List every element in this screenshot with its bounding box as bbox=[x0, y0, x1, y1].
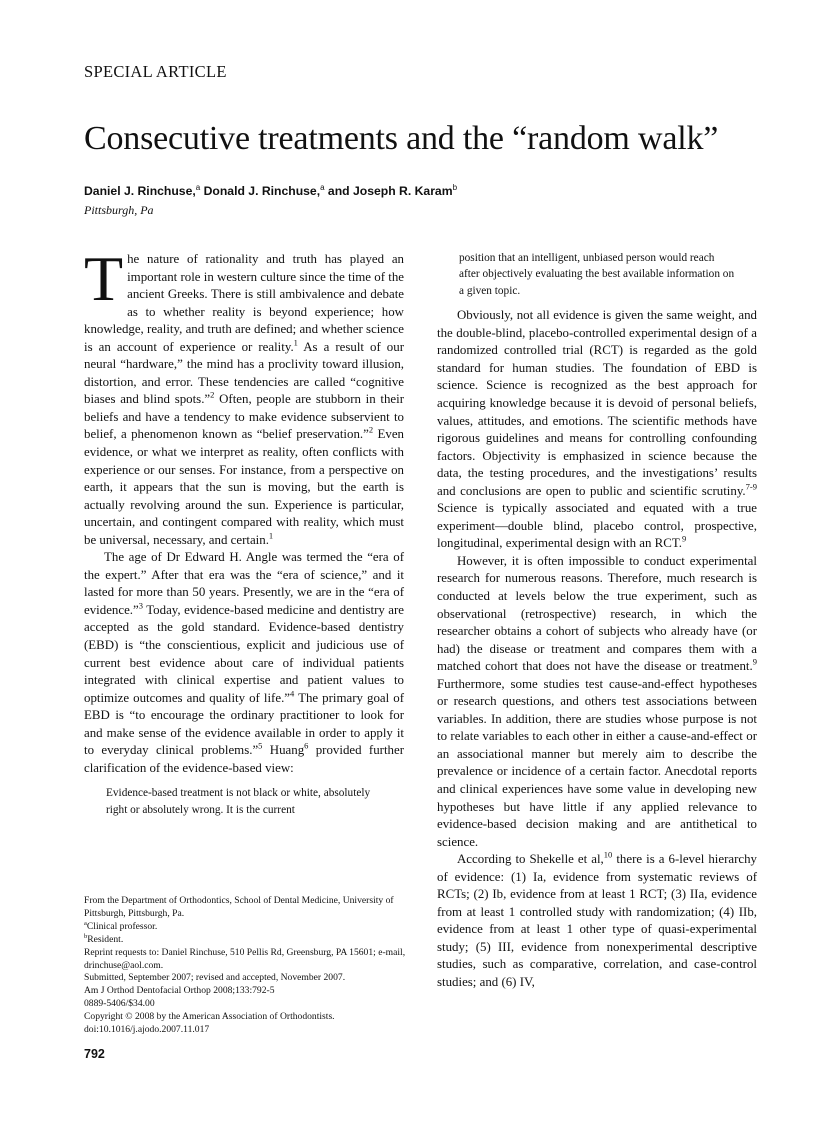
section-label: SPECIAL ARTICLE bbox=[84, 62, 227, 81]
citation-superscript: 1 bbox=[293, 337, 298, 348]
body-column-right bbox=[437, 250, 757, 992]
author-name: and Joseph R. Karam bbox=[324, 184, 453, 199]
footnote-submitted: Submitted, September 2007; revised and accepted, November 2007. bbox=[84, 972, 346, 984]
citation-superscript: 2 bbox=[210, 390, 215, 401]
affiliation-mark: a bbox=[320, 183, 325, 192]
article-title: Consecutive treatments and the “random walk” bbox=[84, 120, 719, 157]
footnote-copyright: Copyright © 2008 by the American Association of Orthodontists. bbox=[84, 1011, 335, 1023]
citation-superscript: 2 bbox=[368, 425, 374, 436]
affiliation-text: Resident. bbox=[87, 933, 124, 945]
body-paragraph: The age of Dr Edward H. Angle was termed the “era of the expert.” After that era was the “era of science,” and it lasted for more than 50 years. Presently, we are in the “era of evidence.”$^3$ Today, evidence-based medicine and dentistry are accepted as the gold standard. Evidence-based dentistry (EBD) is “the conscientious, explicit and judicious use of current best evidence about care of individual patients integrated with clinical expertise and patient values to optimize outcomes and quality of life.”$^4$ The primary goal of EBD is “to encourage the ordinary practitioner to look for and make sense of the evidence available in order to apply it to everyday clinical problems.”$^5$ Huang$^6$ provided further clarification of the evidence-based view: bbox=[84, 550, 404, 775]
citation-superscript: 10 bbox=[603, 849, 613, 860]
block-quote: Evidence-based treatment is not black or white, absolutely right or absolutely wrong. It is the current bbox=[106, 787, 371, 816]
citation-superscript: 7-9 bbox=[745, 481, 757, 492]
body-paragraph: However, it is often impossible to conduct experimental research for numerous reasons. Therefore, much research is conducted at levels below the true experiment, such as observational (retrospective) research, in which the researcher obtains a cohort of subjects who already have (or had) the disease or treatment and compares them with a matched cohort that does not have the disease or treatment.$^9$ Furthermore, some studies test cause-and-effect hypotheses or research questions, and others test associations between variables. In addition, there are studies whose purpose is not to relate variables to each other in either a cause-and-effect or an associational manner but merely aim to describe the prevalence or incidence of a certain factor. Anecdotal reports and clinical experiences have some value in developing new hypotheses but have little if any applied relevance to evidence-based decision making and are antithetical to science. bbox=[437, 553, 757, 849]
body-paragraph: The nature of rationality and truth has played an important role in western culture since the time of the ancient Greeks. There is still ambivalence and debate as to whether reality is beyond experience; how knowledge, reality, and truth are defined; and whether science is an account of experience or reality.$^1$ As a result of our neural “hardware,” the mind has a proclivity toward illusion, distortion, and error. These tendencies are called “cognitive biases and blind spots.”$^2$ Often, people are stubborn in their beliefs and have a tendency to make evidence subservient to belief, a phenomenon known as “belief preservation.”$^2$ Even evidence, or what we interpret as reality, often conflicts with experience or our senses. For instance, from a perspective on earth, it appears that the sun is moving, but the earth is actually revolving around the sun. Experience is particular, uncertain, and contingent compared with reality, which must be universal, necessary, and certain.$^1$ bbox=[84, 243, 405, 547]
citation-superscript: 6 bbox=[304, 741, 309, 752]
citation-superscript: 9 bbox=[752, 656, 757, 667]
body-paragraph: Obviously, not all evidence is given the same weight, and the double-blind, placebo-controlled experimental design of a randomized controlled trial (RCT) is regarded as the gold standard for human studies. The foundation of EBD is science. Science is recognized as the best approach for acquiring knowledge because it is devoid of personal beliefs, values, attitudes, and emotions. The scientific methods have rigorous guidelines and means for controlling confounding factors. Objectivity is emphasized in science because the data, the testing procedures, and the investigations’ results and conclusions are open to public and scientific scrutiny.$^{7-9}$ Science is typically associated and equated with a true experiment—double blind, placebo control, prospective, longitudinal, experimental design with an RCT.$^9$ bbox=[437, 308, 757, 551]
footnote-reprint: Reprint requests to: Daniel Rinchuse, 510 Pellis Rd, Greensburg, PA 15601; e-mail, drinchuse@aol.com. bbox=[84, 946, 406, 971]
footnote-from: From the Department of Orthodontics, School of Dental Medicine, University of Pittsburgh, Pittsburgh, Pa. bbox=[84, 895, 394, 919]
footnote-journal: Am J Orthod Dentofacial Orthop 2008;133:792-5 bbox=[84, 985, 275, 997]
footnote-affiliation-a bbox=[84, 921, 409, 934]
footnote-doi: doi:10.1016/j.ajodo.2007.11.017 bbox=[84, 1024, 210, 1036]
body-column-left bbox=[84, 243, 405, 818]
author-list bbox=[84, 183, 457, 198]
author-location: Pittsburgh, Pa bbox=[84, 203, 154, 217]
article-footnote bbox=[84, 895, 409, 1037]
citation-superscript: 4 bbox=[290, 688, 295, 699]
drop-cap: T bbox=[84, 243, 124, 314]
footnote-affiliation-b bbox=[84, 934, 409, 947]
citation-superscript: 5 bbox=[258, 741, 263, 752]
page-number: 792 bbox=[84, 1047, 105, 1061]
citation-superscript: 9 bbox=[682, 534, 687, 545]
affiliation-mark: a bbox=[84, 919, 87, 927]
block-quote-continued: position that an intelligent, unbiased person would reach after objectively evaluating the best available information on a given topic. bbox=[459, 252, 735, 297]
footnote-issn: 0889-5406/$34.00 bbox=[84, 998, 155, 1010]
affiliation-mark: b bbox=[452, 183, 458, 192]
citation-superscript: 1 bbox=[268, 530, 274, 541]
affiliation-text: Clinical professor. bbox=[86, 920, 158, 932]
author-name: Daniel J. Rinchuse, bbox=[84, 184, 196, 199]
affiliation-mark: a bbox=[195, 183, 201, 192]
body-paragraph: According to Shekelle et al,$^{10}$ there is a 6-level hierarchy of evidence: (1) Ia, evidence from systematic reviews of RCTs; (2) Ib, evidence from at least 1 RCT; (3) IIa, evidence from at least 1 controlled study with randomization; (4) IIb, evidence from at least 1 other type of quasi-experimental study; (5) III, evidence from nonexperimental descriptive studies, such as comparative, correlation, and case-control studies; and (6) IV, bbox=[437, 849, 758, 989]
affiliation-mark: b bbox=[84, 932, 88, 940]
citation-superscript: 3 bbox=[138, 600, 143, 611]
author-name: Donald J. Rinchuse, bbox=[200, 184, 321, 199]
